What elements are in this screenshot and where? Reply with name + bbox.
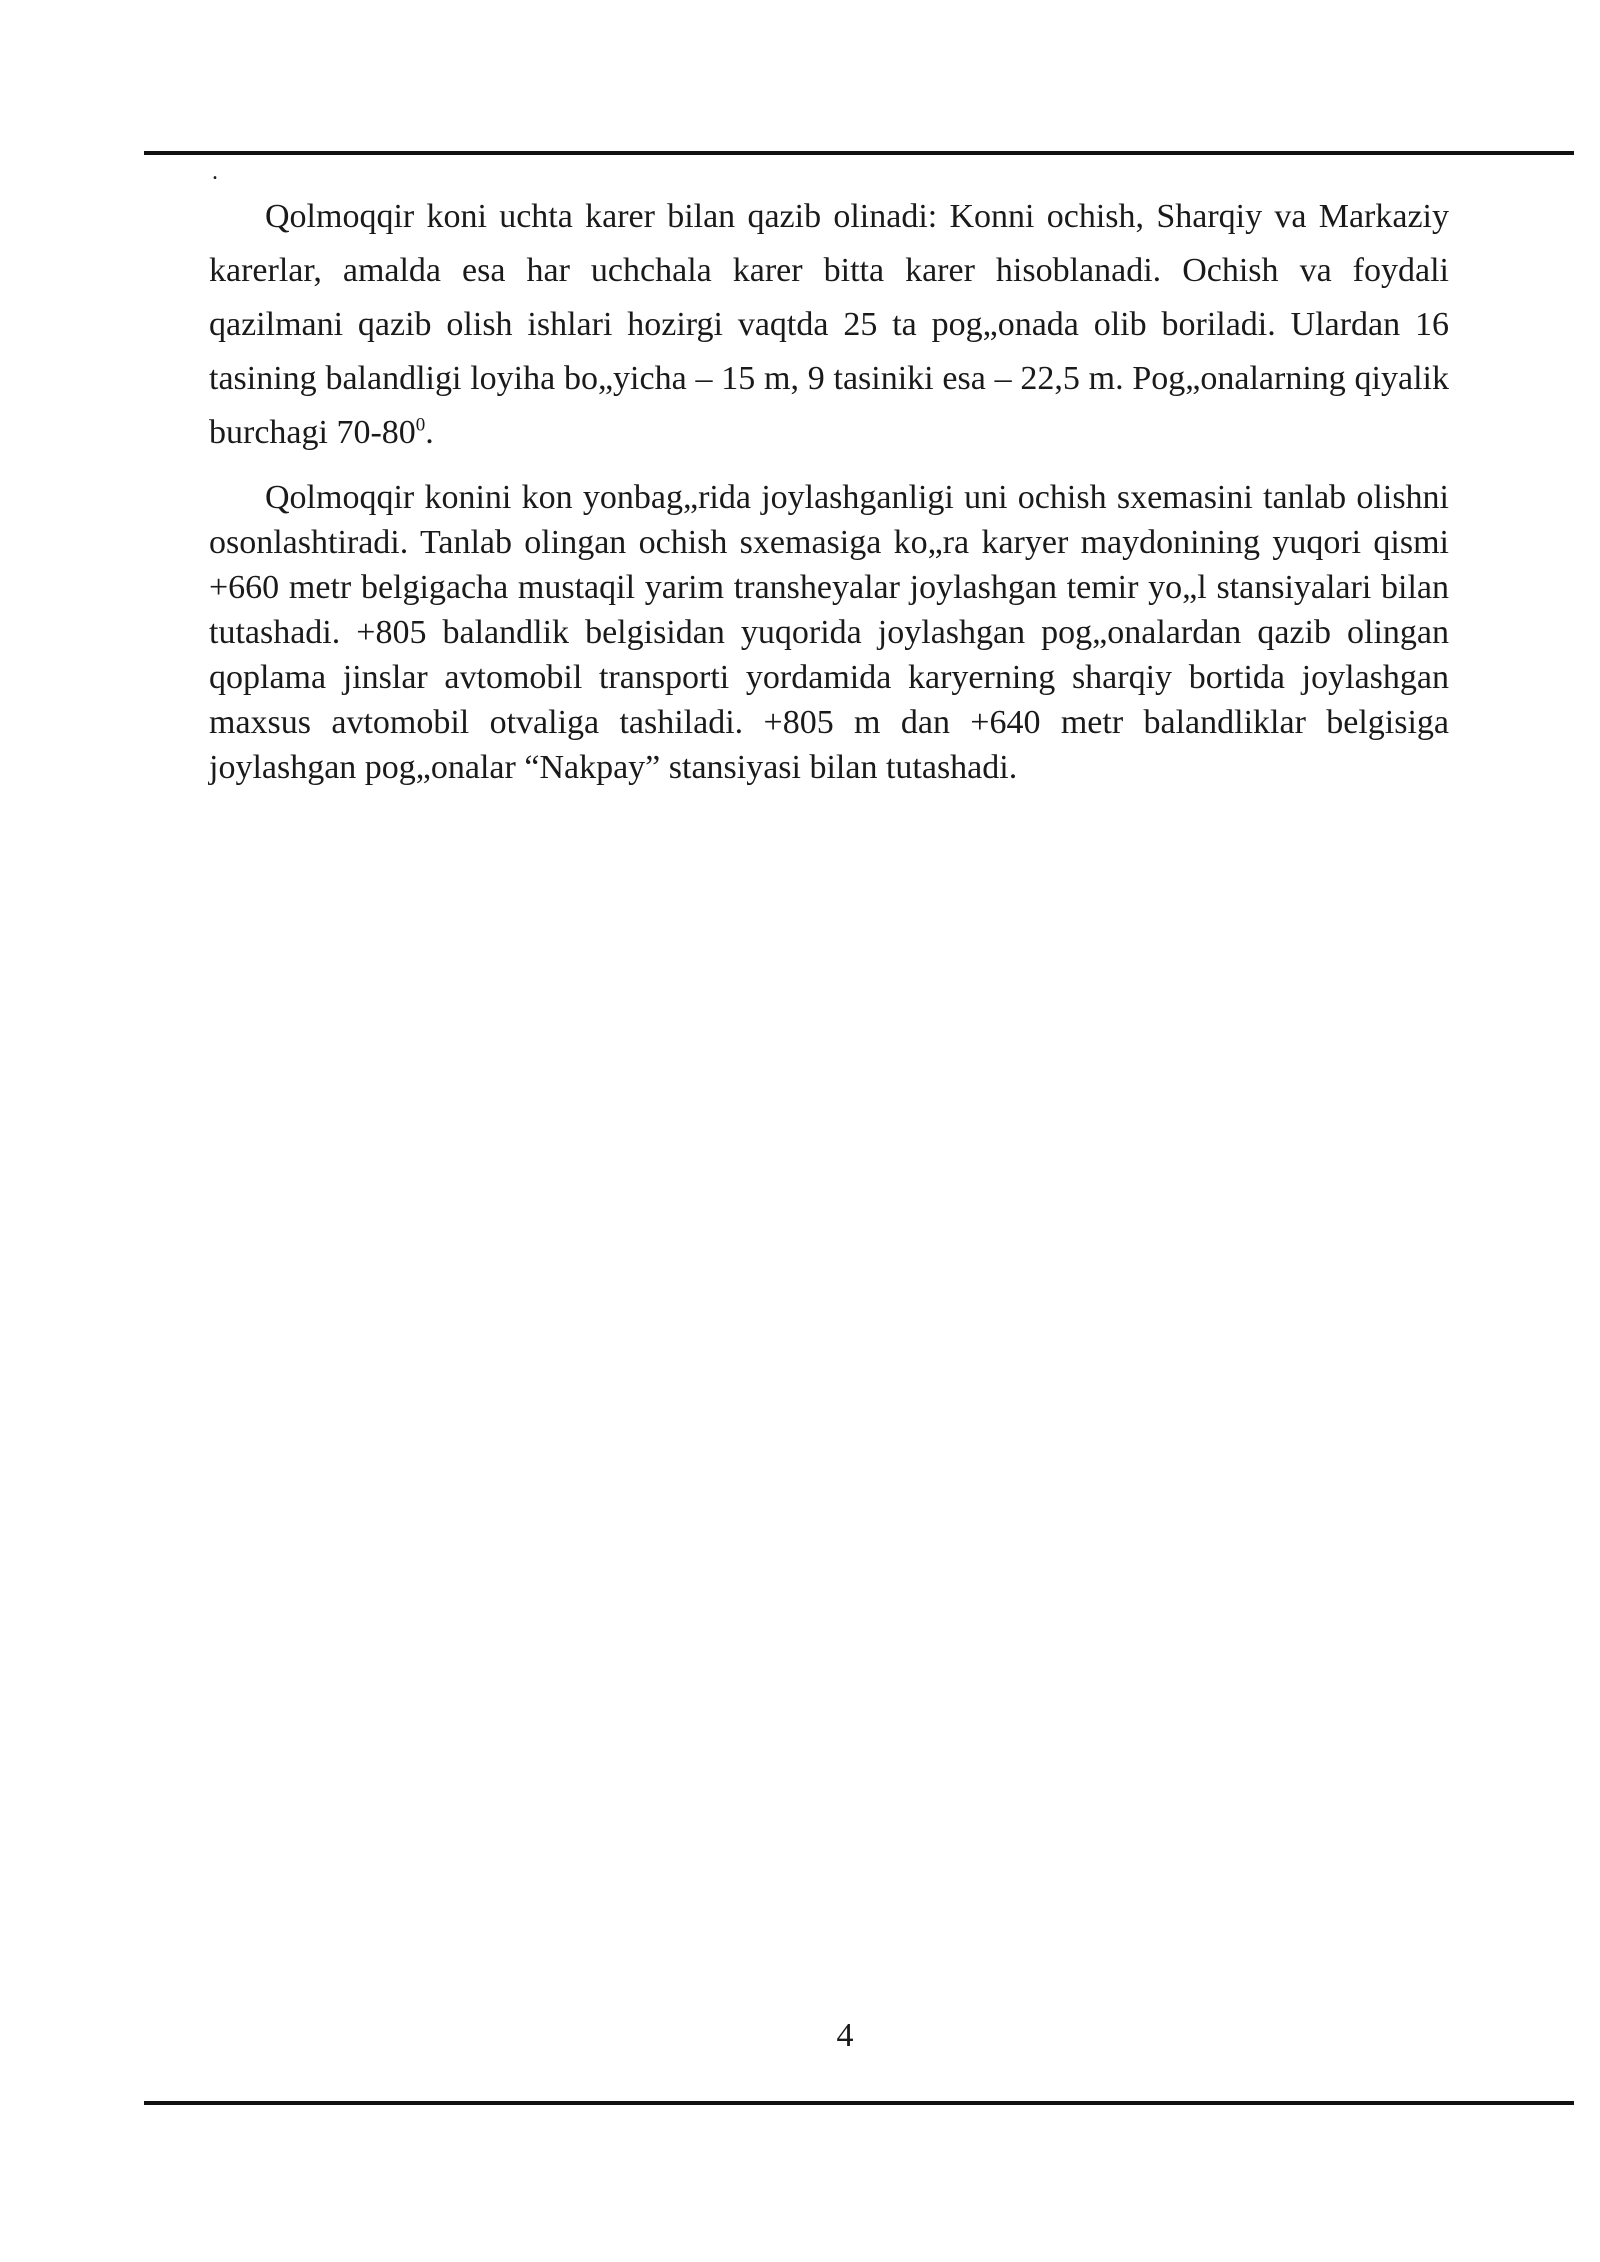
paragraph-1-container xyxy=(209,190,1449,460)
stray-mark: . xyxy=(212,159,218,185)
page-number: 4 xyxy=(836,2017,854,2054)
paragraph-2: Qolmoqqir konini kon yonbag„rida joylashganligi uni ochish sxemasini tanlab olishni osonlashtiradi. Tanlab olingan ochish sxemasiga ko„ra karyer maydonining yuqori qismi +660 metr belgigacha mustaqil yarim transheyalar joylashgan temir yo„l stansiyalari bilan tutashadi. +805 balandlik belgisidan yuqorida joylashgan pog„onalardan qazib olingan qoplama jinslar avtomobil transporti yordamida karyerning sharqiy bortida joylashgan maxsus avtomobil otvaliga tashiladi. +805 m dan +640 metr balandliklar belgisiga joylashgan pog„onalar “Nakpay” stansiyasi bilan tutashadi. xyxy=(209,479,1449,786)
paragraph-1-end: . xyxy=(425,414,434,451)
degree-superscript: 0 xyxy=(415,414,426,436)
footer-rule xyxy=(144,2101,1574,2105)
header-rule xyxy=(144,151,1574,155)
paragraph-2-container xyxy=(209,475,1449,790)
paragraph-1 xyxy=(209,190,1449,460)
paragraph-1-text: Qolmoqqir koni uchta karer bilan qazib olinadi: Konni ochish, Sharqiy va Markaziy karerlar, amalda esa har uchchala karer bitta karer hisoblanadi. Ochish va foydali qazilmani qazib olish ishlari hozirgi vaqtda 25 ta pog„onada olib boriladi. Ulardan 16 tasining balandligi loyiha bo„yicha – 15 m, 9 tasiniki esa – 22,5 m. Pog„onalarning qiyalik burchagi 70-80 xyxy=(209,198,1449,451)
